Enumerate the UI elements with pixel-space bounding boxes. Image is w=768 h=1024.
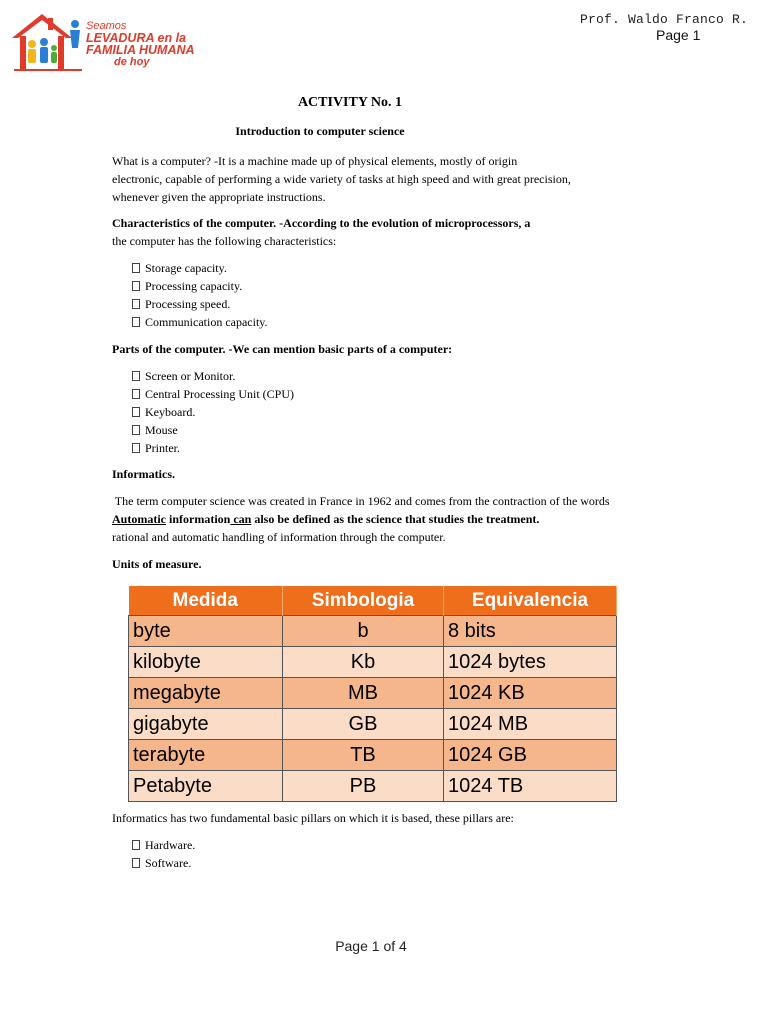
checkbox-icon [132,425,140,435]
list-item-label: Screen or Monitor. [145,369,236,383]
table-cell: TB [283,740,444,771]
checkbox-icon [132,858,140,868]
parts-list [132,367,294,457]
list-item-label: Processing capacity. [145,279,243,293]
table-cell: terabyte [129,740,283,771]
logo-text [86,20,195,68]
table-cell: Kb [283,647,444,678]
checkbox-icon [132,389,140,399]
list-item [132,295,268,313]
informatics-fragment: information [166,512,231,526]
table-cell: megabyte [129,678,283,709]
logo-line: de hoy [114,56,150,68]
table-cell: 1024 MB [444,709,617,740]
checkbox-icon [132,263,140,273]
parts-heading: Parts of the computer. -We can mention basic parts of a computer: [112,342,453,356]
table-row [129,647,617,678]
author-header: Prof. Waldo Franco R. [579,12,748,27]
characteristics-list [132,259,268,331]
characteristics-section [112,214,672,250]
list-item [132,421,294,439]
table-cell: GB [283,709,444,740]
list-item-label: Processing speed. [145,297,231,311]
list-item-label: Storage capacity. [145,261,227,275]
informatics-paragraph [112,492,712,546]
table-cell: MB [283,678,444,709]
list-item [132,277,268,295]
logo-line: LEVADURA en la [86,31,187,45]
logo [8,10,208,80]
table-cell: gigabyte [129,709,283,740]
units-heading: Units of measure. [112,557,202,571]
underlined-word: Automatic [112,512,166,526]
checkbox-icon [132,407,140,417]
column-header: Simbologia [283,586,444,616]
checkbox-icon [132,299,140,309]
list-item [132,836,195,854]
intro-paragraph [112,152,672,206]
column-header: Medida [129,586,283,616]
list-item-label: Mouse [145,423,178,437]
informatics-line [112,510,712,528]
units-table [128,586,617,802]
list-item [132,259,268,277]
characteristics-heading: Characteristics of the computer. -According to the evolution of microprocessors, a [112,216,531,230]
intro-line: whenever given the appropriate instructions. [112,190,326,204]
table-header-row [129,586,617,616]
page-subtitle: Introduction to computer science [235,124,405,138]
table-cell: 1024 KB [444,678,617,709]
informatics-line: rational and automatic handling of information through the computer. [112,530,446,544]
checkbox-icon [132,371,140,381]
logo-line: FAMILIA HUMANA [86,43,195,57]
list-item-label: Communication capacity. [145,315,268,329]
table-cell: b [283,616,444,647]
characteristics-continuation: the computer has the following characteristics: [112,234,337,248]
list-item-label: Printer. [145,441,180,455]
list-item [132,439,294,457]
table-cell: 1024 TB [444,771,617,802]
page-title: ACTIVITY No. 1 [297,95,403,110]
intro-line: electronic, capable of performing a wide variety of tasks at high speed and with great precision, [112,172,571,186]
list-item [132,367,294,385]
list-item [132,854,195,872]
checkbox-icon [132,317,140,327]
page-header-label: Page 1 [656,27,701,43]
checkbox-icon [132,281,140,291]
list-item [132,385,294,403]
informatics-fragment: also be defined as the science that studies the treatment. [251,512,540,526]
table-cell: byte [129,616,283,647]
checkbox-icon [132,443,140,453]
house-family-logo-icon [8,10,88,80]
table-cell: PB [283,771,444,802]
table-row [129,616,617,647]
list-item-label: Keyboard. [145,405,196,419]
informatics-heading: Informatics. [112,467,175,481]
table-cell: Petabyte [129,771,283,802]
table-row [129,678,617,709]
list-item-label: Hardware. [145,838,196,852]
list-item [132,313,268,331]
table-row [129,709,617,740]
column-header: Equivalencia [444,586,617,616]
table-cell: kilobyte [129,647,283,678]
pillars-paragraph: Informatics has two fundamental basic pillars on which it is based, these pillars are: [112,811,514,825]
pillars-list [132,836,195,872]
list-item-label: Software. [145,856,192,870]
table-cell: 1024 bytes [444,647,617,678]
list-item [132,403,294,421]
informatics-line: The term computer science was created in France in 1962 and comes from the contraction of the words [112,494,610,508]
checkbox-icon [132,840,140,850]
page-footer: Page 1 of 4 [335,938,407,954]
list-item-label: Central Processing Unit (CPU) [145,387,294,401]
table-row [129,740,617,771]
intro-line: What is a computer? -It is a machine made up of physical elements, mostly of origin [112,154,518,168]
table-row [129,771,617,802]
table-cell: 1024 GB [444,740,617,771]
table-cell: 8 bits [444,616,617,647]
underlined-word: can [230,512,252,526]
logo-line: Seamos [86,20,127,32]
